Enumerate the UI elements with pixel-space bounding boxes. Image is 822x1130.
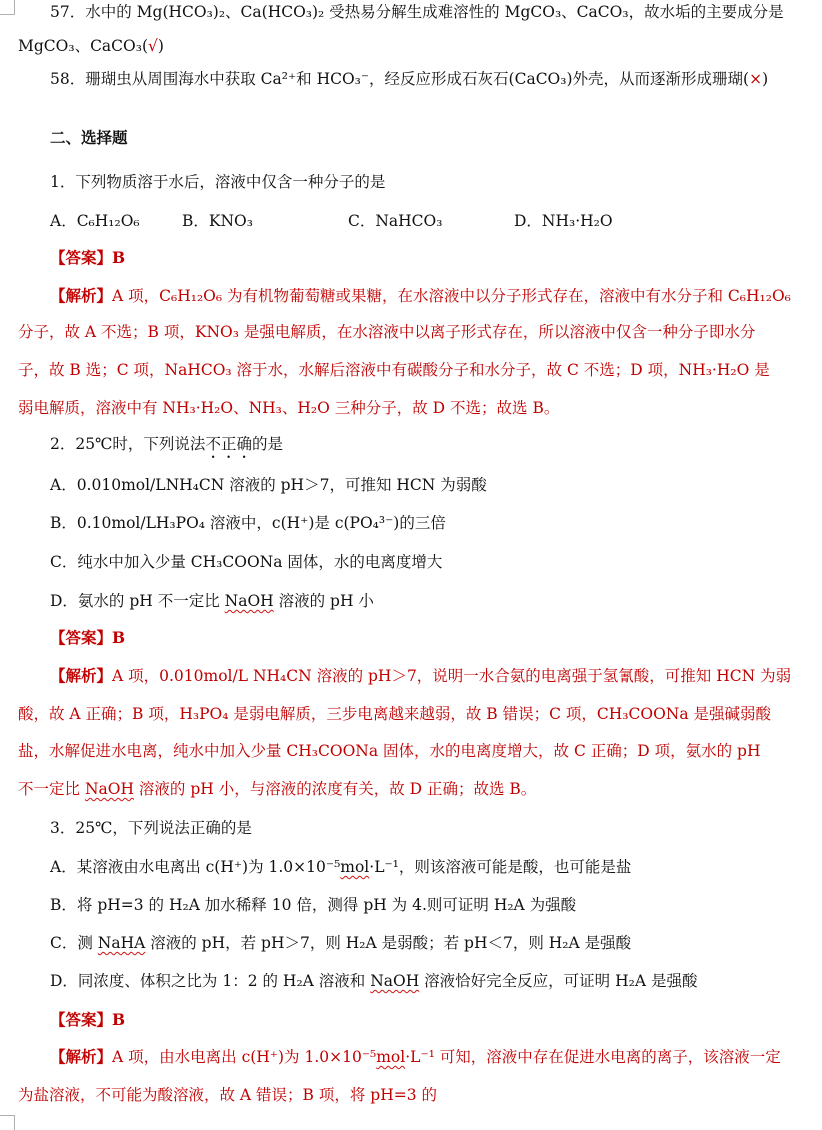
item-58-judgement-mark: × [749,70,763,88]
spellcheck-underlined-word: mol [376,1048,406,1066]
question-2-stem-text: 2．25℃时，下列说法 [50,435,206,453]
question-1-option-c: C．NaHCO₃ [348,212,443,230]
item-57-line-1 [50,1,822,23]
question-2-option-c: C．纯水中加入少量 CH₃COONa 固体，水的电离度增大 [50,553,443,571]
top-left-corner-mark [0,0,15,15]
option-text-end: 溶液的 pH 小 [273,592,374,610]
item-57-judgement-mark: √ [148,37,158,55]
question-3-option-a [50,856,822,878]
question-1-option-a: A．C₆H₁₂O₆ [50,212,140,230]
question-3-option-c [50,932,822,954]
explanation-tag: 【解析】 [50,1047,113,1066]
question-3-explanation-line-2: 为盐溶液，不可能为酸溶液，故 A 错误；B 项，将 pH=3 的 [18,1086,438,1104]
spellcheck-underlined-word: mol [340,858,370,876]
question-2-option-b: B．0.10mol/LH₃PO₄ 溶液中，c(H⁺)是 c(PO₄³⁻)的三倍 [50,514,446,532]
explanation-tag: 【解析】 [50,286,113,305]
explanation-text: A 项，由水电离出 c(H⁺)为 1.0×10⁻⁵ [112,1048,377,1066]
option-text-end: 溶液恰好完全反应，可证明 H₂A 是强酸 [419,972,698,990]
explanation-text: A 项，C₆H₁₂O₆ 为有机物葡萄糖或果糖，在水溶液中以分子形式存在，溶液中有水分子和 C₆H₁₂O₆ [112,287,791,305]
question-2-explanation-line-1 [50,665,822,687]
option-text: D．氨水的 pH 不一定比 [50,592,225,610]
spellcheck-underlined-word: NaOH [370,972,420,990]
question-1-stem: 1．下列物质溶于水后，溶液中仅含一种分子的是 [50,173,386,191]
item-57-text: 57．水中的 Mg(HCO₃)₂、Ca(HCO₃)₂ 受热易分解生成难溶性的 MgCO₃、CaCO₃，故水垢的主要成分是 [50,3,784,21]
question-1-explanation-line-2: 分子，故 A 不选；B 项，KNO₃ 是强电解质，在水溶液中以离子形式存在，所以溶液中仅含一种分子即水分 [18,323,756,341]
item-58-close-paren: ) [762,70,769,88]
spellcheck-underlined-word: NaOH [84,780,134,798]
item-57-line-2 [18,35,818,57]
question-1-explanation-line-4: 弱电解质，溶液中有 NH₃·H₂O、NH₃、H₂O 三种分子，故 D 不选；故选 B。 [18,399,560,417]
question-1-explanation-line-3: 子，故 B 选；C 项，NaHCO₃ 溶于水，水解后溶液中有碳酸分子和水分子，故 C 不选；D 项，NH₃·H₂O 是 [18,361,770,379]
spellcheck-underlined-word: NaOH [224,592,274,610]
explanation-text: A 项，0.010mol/L NH₄CN 溶液的 pH＞7，说明一水合氨的电离强于氢氰酸，可推知 HCN 为弱 [112,667,792,685]
question-1-answer: 【答案】B [50,248,126,267]
question-3-stem: 3．25℃，下列说法正确的是 [50,819,252,837]
question-2-explanation-line-2: 酸，故 A 正确；B 项，H₃PO₄ 是弱电解质，三步电离越来越弱，故 B 错误；C 项，CH₃COONa 是强碱弱酸 [18,705,772,723]
explanation-text-end: 溶液的 pH 小，与溶液的浓度有关，故 D 正确；故选 B。 [133,780,537,798]
question-1-option-d: D．NH₃·H₂O [514,212,613,230]
explanation-text: 不一定比 [18,780,85,798]
item-58-text: 58．珊瑚虫从周围海水中获取 Ca²⁺和 HCO₃⁻，经反应形成石灰石(CaCO₃)外壳，从而逐渐形成珊瑚( [50,70,750,88]
question-3-explanation-line-1 [50,1046,822,1068]
question-3-option-b: B．将 pH=3 的 H₂A 加水稀释 10 倍，测得 pH 为 4.则可证明 H₂A 为强酸 [50,896,577,914]
bottom-left-corner-mark [0,1115,15,1130]
question-2-option-d [50,590,822,612]
question-3-answer: 【答案】B [50,1010,126,1029]
section-heading: 二、选择题 [50,128,128,147]
question-2-stem [50,433,822,462]
option-text-end: ·L⁻¹，则该溶液可能是酸，也可能是盐 [369,858,632,876]
question-2-explanation-line-3: 盐，水解促进水电离，纯水中加入少量 CH₃COONa 固体，水的电离度增大，故 C 正确；D 项，氨水的 pH [18,742,761,760]
question-2-stem-end: 的是 [251,435,283,453]
question-1-explanation-line-1 [50,285,822,307]
question-1-option-b: B．KNO₃ [182,212,253,230]
item-57-text-cont: MgCO₃、CaCO₃( [18,37,149,55]
option-text: C．测 [50,934,98,952]
spellcheck-underlined-word: NaHA [97,934,146,952]
explanation-tag: 【解析】 [50,666,113,685]
question-2-answer: 【答案】B [50,628,126,647]
option-text: D．同浓度、体积之比为 1：2 的 H₂A 溶液和 [50,972,371,990]
explanation-text-end: ·L⁻¹ 可知，溶液中存在促进水电离的离子，该溶液一定 [405,1048,781,1066]
item-57-close-paren: ) [157,37,164,55]
question-2-option-a: A．0.010mol/LNH₄CN 溶液的 pH＞7，可推知 HCN 为弱酸 [50,476,487,494]
option-text: A．某溶液由水电离出 c(H⁺)为 1.0×10⁻⁵ [50,858,341,876]
question-3-option-d [50,970,822,992]
question-2-explanation-line-4 [18,778,818,800]
option-text-end: 溶液的 pH，若 pH＞7，则 H₂A 是弱酸；若 pH＜7，则 H₂A 是强酸 [145,934,632,952]
item-58-line [50,68,822,90]
question-2-emphasis-word: 不正确 [205,435,252,453]
